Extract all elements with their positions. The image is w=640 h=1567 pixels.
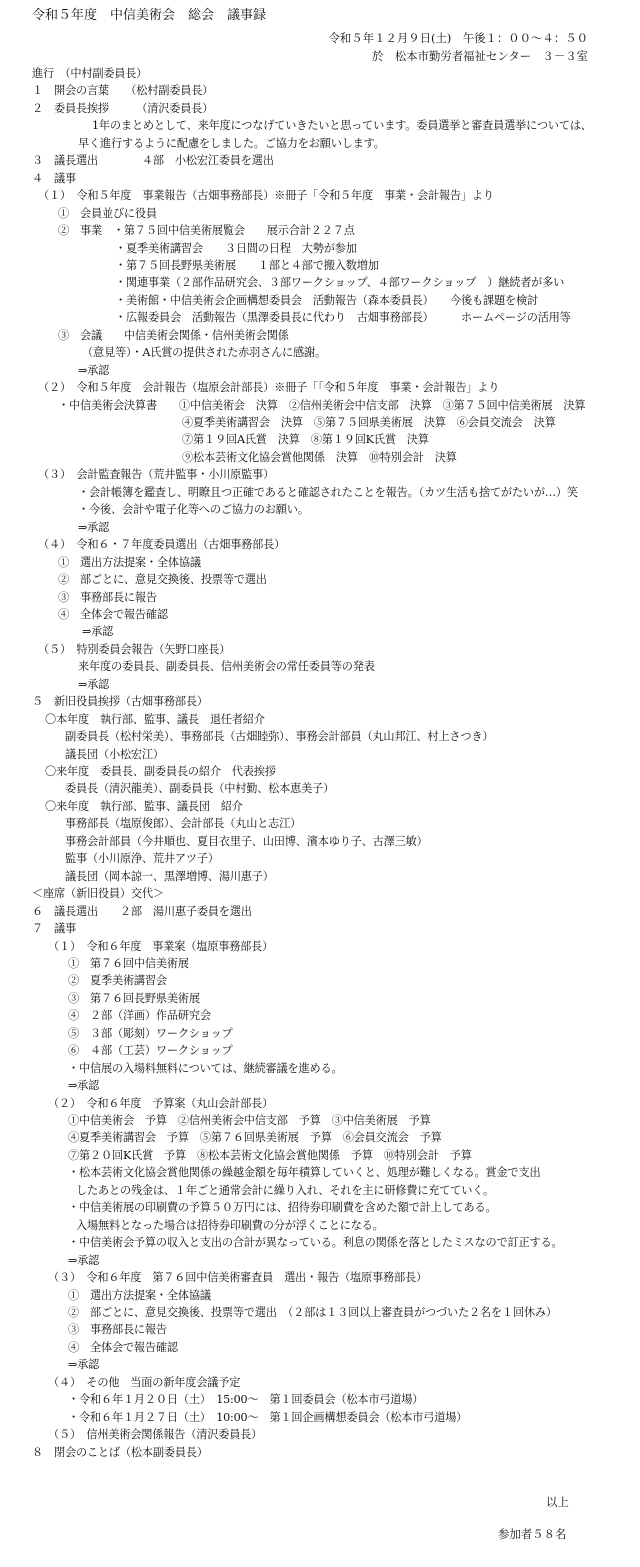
minutes-line: （２） 令和５年度 会計報告（塩原会計部長）※冊子「「令和５年度 事業・会計報告」より (38, 381, 500, 395)
minutes-line: ⑨松本芸術文化協会賞他関係 決算 ⑩特別会計 決算 (182, 450, 457, 464)
meeting-date: 令和５年１２月９日(土) 午後１：００～４：５０ (328, 31, 588, 45)
minutes-line: 委員長（清沢龍美）、副委員長（中村勤、松本恵美子） (65, 782, 335, 796)
minutes-line: 来年度の委員長、副委員長、信州美術会の常任委員等の発表 (78, 660, 375, 674)
minutes-line: ⇒承認 (68, 1358, 100, 1372)
minutes-line: 〇来年度 執行部、監事、議長団 紹介 (45, 799, 243, 813)
minutes-line: したあとの残金は、１年ごと通常会計に繰り入れ、それを主に研修費に充てていく。 (76, 1183, 494, 1197)
minutes-line: ② 夏季美術講習会 (68, 974, 167, 988)
minutes-line: 事務部長（塩原俊郎）、会計部長（丸山と志江） (65, 817, 302, 831)
minutes-line: 1年のまとめとして、来年度につなげていきたいと思っています。委員選挙と審査員選挙については、 (92, 119, 592, 133)
minutes-line: ・令和６年１月２７日（土） 10:00～ 第１回企画構想委員会（松本市弓道場） (68, 1410, 468, 1424)
minutes-line: ・中信美術展の印刷費の予算５０万円には、招待券印刷費を含めた額で計上してある。 (68, 1201, 497, 1215)
minutes-line: 〇本年度 執行部、監事、議長 退任者紹介 (45, 712, 265, 726)
minutes-line: ① 会員並びに役員 (58, 206, 157, 220)
minutes-line: ⇒承認 (82, 625, 114, 639)
minutes-line: 入場無料となった場合は招待券印刷費の分が浮くことになる。 (76, 1218, 384, 1232)
minutes-line: ・令和６年１月２０日（土） 15:00～ 第１回委員会（松本市弓道場） (68, 1393, 424, 1407)
minutes-line: （４） 令和６・７年度委員選出（古畑事務部長） (38, 538, 286, 552)
minutes-line: 〇来年度 委員長、副委員長の紹介 代表挨拶 (45, 765, 276, 778)
minutes-line: ⇒承認 (68, 1079, 100, 1093)
minutes-line: ④夏季美術講習会 予算 ⑤第７６回県美術展 予算 ⑥会員交流会 予算 (68, 1131, 442, 1145)
minutes-line: ③ 事務部長に報告 (68, 1323, 167, 1337)
minutes-line: ・今後、会計や電子化等へのご協力のお願い。 (78, 503, 309, 517)
minutes-line: ④夏季美術講習会 決算 ⑤第７５回県美術展 決算 ⑥会員交流会 決算 (182, 416, 556, 429)
minutes-line: ・第７５回長野県美術展 １部と４部で搬入数増加 (115, 258, 379, 272)
minutes-line: ⑦第２０回K氏賞 予算 ⑧松本芸術文化協会賞他関係 予算 ⑩特別会計 予算 (68, 1148, 472, 1162)
minutes-line: （１） 令和５年度 事業報告（古畑事務部長）※冊子「令和５年度 事業・会計報告」より (38, 189, 494, 203)
minutes-line: ③ 事務部長に報告 (58, 590, 157, 604)
minutes-line: ・中信展の入場料無料については、継続審議を進める。 (68, 1061, 343, 1075)
minutes-line: ①中信美術会 予算 ②信州美術会中信支部 予算 ③中信美術展 予算 (68, 1114, 431, 1127)
minutes-line: （３） 令和６年度 第７６回中信美術審査員 選出・報告（塩原事務部長） (48, 1271, 427, 1285)
minutes-line: ７ 議事 (32, 922, 76, 936)
minutes-line: 監事（小川原浄、荒井アツ子） (65, 852, 219, 866)
minutes-line: 事務会計部員（今井順也、夏目衣里子、山田博、濱本ゆり子、古澤三敏） (65, 834, 428, 848)
minutes-line: ③ 会議 中信美術会関係・信州美術会関係 (58, 328, 289, 342)
minutes-line: ８ 閉会のことば（松本副委員長） (32, 1445, 208, 1459)
minutes-line: （４） その他 当面の新年度会議予定 (48, 1375, 241, 1389)
minutes-line: （５） 信州美術会関係報告（清沢委員長） (48, 1428, 263, 1442)
minutes-line: ③ 第７６回長野県美術展 (68, 991, 200, 1005)
minutes-line: ① 選出方法提案・全体協議 (58, 555, 201, 569)
closing-mark: 以上 (546, 1495, 569, 1509)
minutes-line: ① 第７６回中信美術展 (68, 956, 189, 970)
minutes-line: （１） 令和６年度 事業案（塩原事務部長） (48, 939, 274, 953)
minutes-line: （意見等）・A氏賞の提供された赤羽さんに感謝。 (82, 346, 327, 360)
minutes-line: （５） 特別委員会報告（矢野口座長） (38, 642, 231, 656)
minutes-line: ① 選出方法提案・全体協議 (68, 1288, 211, 1302)
minutes-line: 議長団（小松宏江） (65, 747, 164, 761)
minutes-line: ⇒承認 (78, 520, 110, 534)
meeting-venue: 於 松本市勤労者福祉センター ３－３室 (372, 49, 588, 63)
minutes-line: ４ 議事 (32, 171, 76, 185)
minutes-line: 副委員長（松村栄美）、事務部長（古畑睦弥）、事務会計部員（丸山邦江、村上さつき） (65, 730, 494, 744)
minutes-line: ６ 議長選出 ２部 湯川惠子委員を選出 (32, 904, 252, 918)
minutes-line: （３） 会計監査報告（荒井監事・小川原監事） (38, 468, 275, 482)
minutes-line: ② 部ごとに、意見交換後、投票等で選出 （２部は１３回以上審査員がつづいた２名を１回休み） (68, 1305, 557, 1319)
minutes-line: ② 事業 ・第７５回中信美術展覧会 展示合計２２７点 (58, 224, 355, 238)
minutes-line: ２ 委員長挨拶 （清沢委員長） (32, 101, 214, 115)
document-title: 令和５年度 中信美術会 総会 議事録 (32, 8, 267, 23)
minutes-line: ⑦第１９回A氏賞 決算 ⑧第１９回K氏賞 決算 (182, 433, 429, 447)
minutes-line: １ 開会の言葉 （松村副委員長） (32, 84, 214, 98)
minutes-line: ・中信美術会予算の収入と支出の合計が異なっている。利息の関係を落としたミスなので訂正する。 (68, 1236, 563, 1250)
minutes-line: ・松本芸術文化協会賞他関係の繰越金額を毎年積算していくと、処理が難しくなる。賞金で支出 (68, 1166, 541, 1180)
minutes-line: 早く進行するように配慮をしました。ご協力をお願いします。 (78, 136, 385, 150)
minutes-line: ④ 全体会で報告確認 (58, 607, 168, 621)
minutes-line: ⇒承認 (78, 363, 110, 377)
minutes-line: ④ ２部（洋画）作品研究会 (68, 1009, 211, 1023)
minutes-line: ・会計帳簿を鑑査し、明瞭且つ正確であると確認されたことを報告。（カツ生活も捨てがたいが…）笑 (78, 485, 578, 499)
minutes-line: （２） 令和６年度 予算案（丸山会計部長） (48, 1096, 274, 1110)
minutes-line: 進行 （中村副委員長） (32, 67, 148, 80)
minutes-line: ④ 全体会で報告確認 (68, 1340, 178, 1354)
minutes-line: ３ 議長選出 ４部 小松宏江委員を選出 (32, 154, 274, 168)
minutes-line: ⇒承認 (68, 1253, 100, 1267)
minutes-line: ② 部ごとに、意見交換後、投票等で選出 (58, 573, 267, 587)
minutes-line: ⇒承認 (78, 677, 110, 691)
minutes-line: ・中信美術会決算書 ①中信美術会 決算 ②信州美術会中信支部 決算 ③第７５回中信美術展 決算 (58, 398, 586, 412)
minutes-line: ５ 新旧役員挨拶（古畑事務部長） (32, 695, 208, 709)
minutes-line: ・関連事業（２部作品研究会、３部ワークショップ、４部ワークショップ ）継続者が多い (115, 276, 565, 290)
minutes-line: 議長団（岡本諒一、黒澤増博、湯川惠子） (65, 869, 274, 883)
minutes-line: ⑤ ３部（彫刻）ワークショップ (68, 1026, 233, 1040)
minutes-line: ＜座席（新旧役員）交代＞ (32, 887, 164, 901)
minutes-line: ⑥ ４部（工芸）ワークショップ (68, 1044, 233, 1058)
attendance-count: 参加者５８名 (498, 1527, 567, 1541)
minutes-line: ・広報委員会 活動報告（黒澤委員長に代わり 古畑事務部長） ホームページの活用等 (115, 311, 571, 325)
minutes-line: ・夏季美術講習会 ３日間の日程 大勢が参加 (115, 241, 357, 255)
minutes-line: ・美術館・中信美術会企画構想委員会 活動報告（森本委員長） 今後も課題を検討 (115, 293, 538, 307)
